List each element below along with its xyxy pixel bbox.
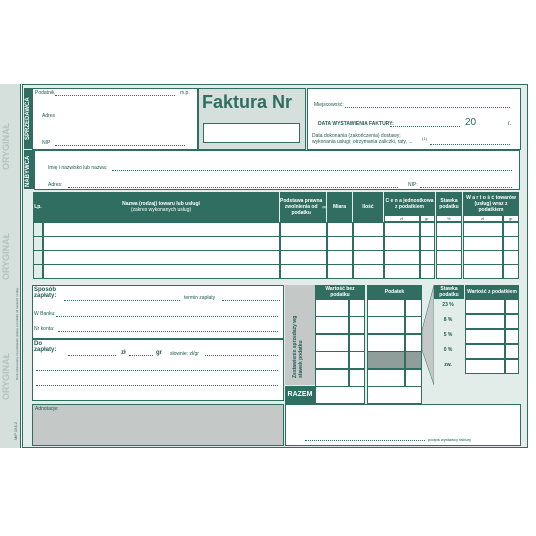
item-cell[interactable] [384,250,420,265]
col-qty: Ilość [353,192,383,222]
item-cell[interactable] [353,236,384,251]
item-cell[interactable] [280,250,327,265]
item-cell[interactable] [420,222,435,237]
item-cell[interactable] [280,264,327,279]
summary-cell[interactable] [349,369,365,387]
item-cell[interactable] [43,236,280,251]
due-gr-label: gr [156,350,162,356]
item-cell[interactable] [43,264,280,279]
col-basis-label: Podstawa prawna zwolnienia od podatku [280,198,323,216]
side-original-1: ORYGINAŁ [1,122,11,170]
col-basis-note: (2) [322,205,326,209]
summary-cell[interactable] [367,334,405,352]
col-unit: Miara [327,192,352,222]
side-original-2: ORYGINAŁ [1,232,11,280]
seller-taxpayer-line[interactable] [55,95,175,96]
summary-cell[interactable] [315,316,349,334]
delivery-footnote: (1) [422,136,427,141]
issue-date-line[interactable] [390,126,460,127]
item-cell[interactable] [503,250,519,265]
delivery-line[interactable] [430,144,510,145]
vat-rate-label: 5 % [443,332,453,338]
summary-cell[interactable] [349,299,365,317]
payment-term-line[interactable] [222,300,280,301]
summary-cell[interactable] [349,334,365,352]
vat-rate-cell[interactable] [505,299,519,314]
summary-net-hdr: Wartość bez podatku [315,285,365,299]
vat-rate-cell[interactable] [505,329,519,344]
seller-mp-label: m.p. [180,90,190,96]
vat-rate-label: 0 % [443,347,453,353]
vat-rate-label: 8 % [443,317,453,323]
item-cell[interactable] [33,250,43,265]
item-cell[interactable] [420,264,435,279]
col-name [43,192,279,222]
item-cell[interactable] [503,264,519,279]
issue-year: 20 [465,117,477,128]
seller-box [32,88,198,150]
issue-date-label: DATA WYSTAWIENIA FAKTURY: [318,121,394,127]
account-line[interactable] [58,331,278,332]
summary-total-net[interactable] [315,386,365,404]
buyer-tab-label: NABYWCA [25,155,31,187]
buyer-name-label: Imię i nazwisko lub nazwa: [48,165,108,171]
item-cell[interactable] [327,264,353,279]
due-gr-line[interactable] [129,355,153,356]
item-cell[interactable] [463,264,503,279]
item-cell[interactable] [353,264,384,279]
signature-label: podpis wystawcy faktury [428,437,472,442]
item-cell[interactable] [43,250,280,265]
side-original-3: ORYGINAŁ [1,352,11,400]
col-gross: W a r t o ś ć towarów (usług) wraz z podatkiem [463,192,519,215]
summary-cell[interactable] [315,369,349,387]
col-lp: Lp. [33,192,43,222]
item-cell[interactable] [420,236,435,251]
col-name-label: Nazwa (rodzaj) towaru lub usługi [122,201,200,207]
invoice-number-field[interactable] [203,123,300,143]
seller-nip-line[interactable] [55,145,185,146]
vat-rate-cell[interactable] [465,314,505,329]
summary-total: RAZEM [285,386,315,404]
summary-cell[interactable] [405,299,422,317]
item-cell[interactable] [327,250,353,265]
seller-nip-label: NIP [42,140,51,146]
summary-total-tax[interactable] [367,386,422,404]
item-cell[interactable] [33,222,43,237]
sub-gr-1: gr [420,215,435,222]
buyer-nip-label: NIP: [408,182,418,188]
city-label: Miejscowość: [314,102,344,108]
summary-cell[interactable] [405,369,422,387]
item-cell[interactable] [436,222,462,237]
col-name-sub: (zakres wykonanych usług) [130,207,192,213]
item-cell[interactable] [327,222,353,237]
vat-rate-cell[interactable] [505,359,519,374]
item-cell[interactable] [280,236,327,251]
issue-year-suffix: r. [508,121,512,127]
payment-method-label: Sposób zapłaty: [34,287,57,299]
bank-line[interactable] [56,316,278,317]
item-cell[interactable] [33,236,43,251]
sub-zl-2: zł [463,215,503,222]
item-cell[interactable] [463,236,503,251]
due-zl-line[interactable] [68,355,116,356]
item-cell[interactable] [384,222,420,237]
summary-cell[interactable] [405,316,422,334]
summary-cell[interactable] [349,351,365,369]
summary-cell[interactable] [349,316,365,334]
summary-arrow [422,285,434,385]
due-words-line-3[interactable] [36,385,278,386]
summary-cell[interactable] [367,316,405,334]
summary-cell[interactable] [367,299,405,317]
vat-rate-label: zw. [444,362,452,368]
seller-taxpayer-label: Podatnik [35,90,55,96]
summary-cell[interactable] [405,334,422,352]
item-cell[interactable] [33,264,43,279]
vat-rate-cell[interactable] [465,329,505,344]
summary-cell [367,351,405,369]
item-cell[interactable] [43,222,280,237]
item-cell[interactable] [353,250,384,265]
item-cell[interactable] [353,222,384,237]
vat-rate-cell[interactable] [465,359,505,374]
vat-rate-cell[interactable] [505,314,519,329]
bank-label: W Banku: [34,311,56,317]
sub-zl-1: zł [384,215,420,222]
buyer-nip-line[interactable] [420,187,512,188]
city-line[interactable] [345,107,510,108]
due-words-line[interactable] [205,355,278,356]
item-cell[interactable] [436,236,462,251]
item-cell[interactable] [280,222,327,237]
side-code: MiP 154-2 [13,421,18,440]
summary-cell[interactable] [315,299,349,317]
invoice-title: Faktura Nr [202,92,293,112]
seller-address-label: Adres [42,113,56,119]
col-basis [280,192,326,222]
summary-side-label: Zestawienie sprzedaży wg stawek podatku [292,315,304,378]
payment-term-label: termin zapłaty [184,295,216,301]
summary-cell [405,351,422,369]
item-cell[interactable] [436,250,462,265]
summary-cell[interactable] [367,369,405,387]
notes-label: Adnotacje: [35,406,59,412]
vat-rate-cell[interactable] [465,299,505,314]
item-cell[interactable] [436,264,462,279]
item-cell[interactable] [503,222,519,237]
buyer-address-label: Adres: [48,182,63,188]
account-label: Nr konta: [34,326,55,332]
item-cell[interactable] [503,236,519,251]
col-vat-rate: Stawka podatku [436,192,462,215]
item-cell[interactable] [384,236,420,251]
vat-rate-label: 23 % [442,302,454,308]
sub-pct: % [436,215,462,222]
due-words-line-2[interactable] [36,370,278,371]
item-cell[interactable] [463,222,503,237]
buyer-name-line[interactable] [112,170,512,171]
item-cell[interactable] [384,264,420,279]
delivery-label-2: wykonania usługi; otrzymania zaliczki, raty, ... [312,139,413,145]
summary-rate-hdr: Stawka podatku [434,285,464,299]
vat-rate-cell[interactable] [465,344,505,359]
payment-method-line[interactable] [64,300,180,301]
item-cell[interactable] [420,250,435,265]
col-unit-price: C e n a jednostkowa z podatkiem [384,192,435,215]
item-cell[interactable] [463,250,503,265]
notes-box [32,404,284,446]
due-label: Do zapłaty: [34,341,57,353]
vat-rate-cell[interactable] [505,344,519,359]
summary-gross-hdr: Wartość z podatkiem [465,285,519,299]
item-cell[interactable] [327,236,353,251]
signature-line[interactable] [305,440,425,441]
summary-cell[interactable] [315,351,349,369]
summary-tax-hdr: Podatek [367,285,422,299]
buyer-address-line[interactable] [68,187,398,188]
sub-gr-2: gr [503,215,519,222]
side-small-print: Druk opracowany na podstawie ustawy o podatku od towarów i usług. [15,287,19,380]
summary-cell[interactable] [315,334,349,352]
seller-tab-label: SPRZEDAWCA [25,97,31,140]
due-words-label: słownie: zł/gr [170,351,199,357]
delivery-label-1: Data dokonania (zakończenia) dostawy; [312,133,401,139]
due-zl-label: zł [121,350,126,356]
